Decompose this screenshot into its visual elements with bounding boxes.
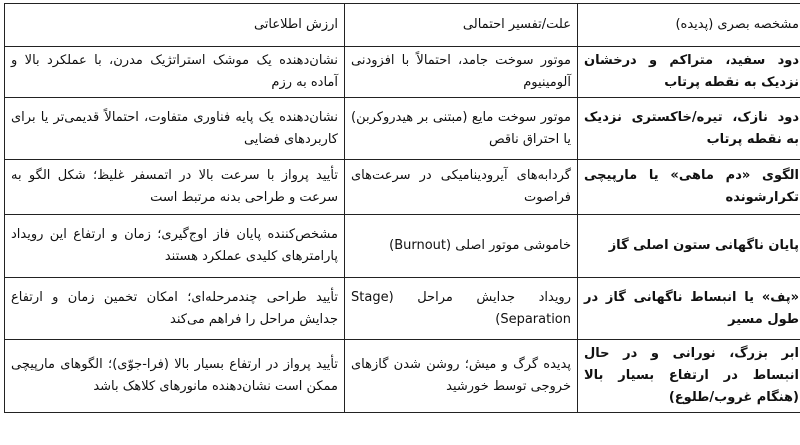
table-row [5,98,800,160]
header-visual-feature: مشخصه بصری (پدیده) [578,4,800,47]
cell-probable-cause: موتور سوخت جامد، احتمالاً با افزودنی آلومینیوم [345,47,578,98]
table-row [5,160,800,215]
visual-features-table [4,3,800,413]
cell-information-value: تأیید پرواز در ارتفاع بسیار بالا (فرا-جوّی)؛ الگوهای مارپیچی ممکن است نشان‌دهنده مانورهای کلاهک باشد [5,340,345,413]
cell-probable-cause: پدیده گرگ و میش؛ روشن شدن گازهای خروجی توسط خورشید [345,340,578,413]
header-probable-cause: علت/تفسیر احتمالی [345,4,578,47]
table-header-row [5,4,800,47]
cell-visual-feature: دود نازک، تیره/خاکستری نزدیک به نقطه پرتاب [578,98,800,160]
table-row [5,340,800,413]
cell-probable-cause: موتور سوخت مایع (مبتنی بر هیدروکربن) یا احتراق ناقص [345,98,578,160]
cell-visual-feature: دود سفید، متراکم و درخشان نزدیک به نقطه پرتاب [578,47,800,98]
cell-probable-cause: رویداد جدایش مراحل (Stage Separation) [345,278,578,340]
table-row [5,215,800,278]
cell-information-value: تأیید پرواز با سرعت بالا در اتمسفر غلیظ؛ شکل الگو به سرعت و طراحی بدنه مرتبط است [5,160,345,215]
cell-probable-cause: گردابه‌های آیرودینامیکی در سرعت‌های فراصوت [345,160,578,215]
cell-probable-cause: خاموشی موتور اصلی (Burnout) [345,215,578,278]
cell-information-value: نشان‌دهنده یک موشک استراتژیک مدرن، با عملکرد بالا و آماده به رزم [5,47,345,98]
cell-information-value: مشخص‌کننده پایان فاز اوج‌گیری؛ زمان و ارتفاع این رویداد پارامترهای کلیدی عملکرد هستند [5,215,345,278]
cell-visual-feature: پایان ناگهانی ستون اصلی گاز [578,215,800,278]
cell-information-value: تأیید طراحی چندمرحله‌ای؛ امکان تخمین زمان و ارتفاع جدایش مراحل را فراهم می‌کند [5,278,345,340]
cell-visual-feature: الگوی «دم ماهی» یا مارپیچی تکرارشونده [578,160,800,215]
document-table-container [4,3,799,413]
cell-visual-feature: ابر بزرگ، نورانی و در حال انبساط در ارتفاع بسیار بالا (هنگام غروب/طلوع) [578,340,800,413]
table-row [5,47,800,98]
cell-information-value: نشان‌دهنده یک پایه فناوری متفاوت، احتمالاً قدیمی‌تر یا برای کاربردهای فضایی [5,98,345,160]
cell-visual-feature: «پف» یا انبساط ناگهانی گاز در طول مسیر [578,278,800,340]
header-information-value: ارزش اطلاعاتی [5,4,345,47]
table-row [5,278,800,340]
